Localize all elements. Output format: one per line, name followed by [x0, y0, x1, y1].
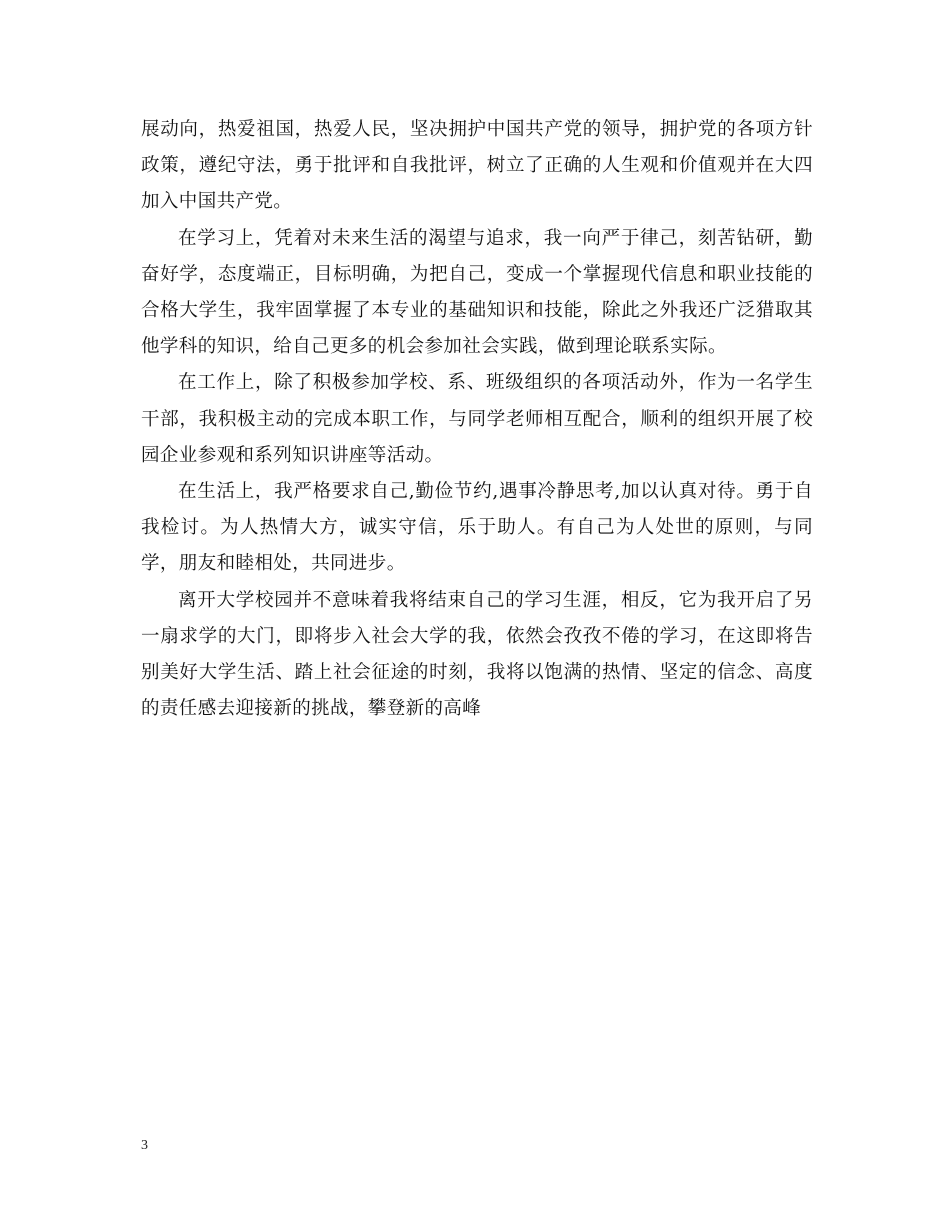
paragraph-study: 在学习上，凭着对未来生活的渴望与追求，我一向严于律己，刻苦钻研，勤奋好学，态度端正，目标明确，为把自己，变成一个掌握现代信息和职业技能的合格大学生，我牢固掌握了本专业的基础知识和技能，除此之外我还广泛猎取其他学科的知识，给自己更多的机会参加社会实践，做到理论联系实际。	[141, 227, 813, 358]
paragraph-continued: 展动向，热爱祖国，热爱人民，坚决拥护中国共产党的领导，拥护党的各项方针政策，遵纪守法，勇于批评和自我批评，树立了正确的人生观和价值观并在大四加入中国共产党。	[141, 119, 813, 213]
paragraph-life: 在生活上，我严格要求自己,勤俭节约,遇事冷静思考,加以认真对待。勇于自我检讨。为人热情大方，诚实守信，乐于助人。有自己为人处世的原则，与同学，朋友和睦相处，共同进步。	[141, 481, 813, 575]
paragraph-work: 在工作上，除了积极参加学校、系、班级组织的各项活动外，作为一名学生干部，我积极主动的完成本职工作，与同学老师相互配合，顺利的组织开展了校园企业参观和系列知识讲座等活动。	[141, 372, 813, 466]
page-number: 3	[141, 1138, 148, 1153]
document-body	[141, 112, 813, 727]
paragraph-conclusion: 离开大学校园并不意味着我将结束自己的学习生涯，相反，它为我开启了另一扇求学的大门，即将步入社会大学的我，依然会孜孜不倦的学习，在这即将告别美好大学生活、踏上社会征途的时刻，我将以饱满的热情、坚定的信念、高度的责任感去迎接新的挑战，攀登新的高峰	[141, 589, 813, 720]
